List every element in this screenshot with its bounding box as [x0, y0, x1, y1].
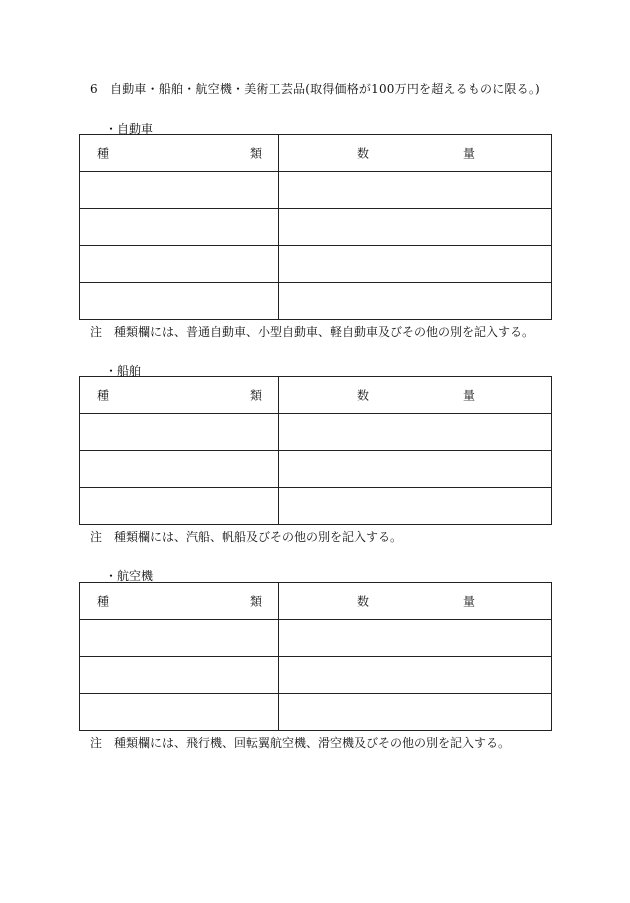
table-header-row: [80, 377, 552, 414]
quantity-cell[interactable]: [279, 451, 552, 488]
header-quantity-char2: 量: [463, 146, 476, 161]
header-quantity: [279, 377, 552, 414]
automobile-note: 注 種類欄には、普通自動車、小型自動車、軽自動車及びその他の別を記入する。: [90, 325, 535, 339]
header-type-char1: 種: [97, 388, 110, 403]
header-type: [80, 135, 279, 172]
type-cell[interactable]: [80, 172, 279, 209]
header-type-char2: 類: [250, 388, 263, 403]
aircraft-table: [79, 582, 552, 731]
quantity-cell[interactable]: [279, 620, 552, 657]
header-type: [80, 377, 279, 414]
table-row: [80, 209, 552, 246]
ship-note: 注 種類欄には、汽船、帆船及びその他の別を記入する。: [90, 530, 403, 544]
section-title-aircraft: ・航空機: [105, 569, 154, 583]
quantity-cell[interactable]: [279, 694, 552, 731]
table-row: [80, 657, 552, 694]
quantity-cell[interactable]: [279, 414, 552, 451]
header-type-char2: 類: [250, 594, 263, 609]
header-quantity-char2: 量: [463, 388, 476, 403]
header-quantity-char1: 数: [357, 388, 370, 403]
table-row: [80, 694, 552, 731]
header-quantity: [279, 135, 552, 172]
type-cell[interactable]: [80, 620, 279, 657]
type-cell[interactable]: [80, 246, 279, 283]
type-cell[interactable]: [80, 694, 279, 731]
table-row: [80, 414, 552, 451]
quantity-cell[interactable]: [279, 172, 552, 209]
type-cell[interactable]: [80, 283, 279, 320]
header-quantity: [279, 583, 552, 620]
type-cell[interactable]: [80, 488, 279, 525]
header-quantity-char1: 数: [357, 146, 370, 161]
header-type-char2: 類: [250, 146, 263, 161]
quantity-cell[interactable]: [279, 283, 552, 320]
header-type-char1: 種: [97, 594, 110, 609]
type-cell[interactable]: [80, 451, 279, 488]
table-row: [80, 283, 552, 320]
table-row: [80, 488, 552, 525]
table-row: [80, 451, 552, 488]
ship-table: [79, 376, 552, 525]
header-quantity-char2: 量: [463, 594, 476, 609]
table-header-row: [80, 583, 552, 620]
automobile-table: [79, 134, 552, 320]
quantity-cell[interactable]: [279, 657, 552, 694]
header-type-char1: 種: [97, 146, 110, 161]
section-title-automobile: ・自動車: [105, 122, 154, 136]
aircraft-note: 注 種類欄には、飛行機、回転翼航空機、滑空機及びその他の別を記入する。: [90, 736, 511, 750]
table-header-row: [80, 135, 552, 172]
header-type: [80, 583, 279, 620]
quantity-cell[interactable]: [279, 488, 552, 525]
table-row: [80, 172, 552, 209]
table-row: [80, 620, 552, 657]
quantity-cell[interactable]: [279, 209, 552, 246]
type-cell[interactable]: [80, 414, 279, 451]
type-cell[interactable]: [80, 657, 279, 694]
header-quantity-char1: 数: [357, 594, 370, 609]
section-heading: 6 自動車・船舶・航空機・美術工芸品(取得価格が100万円を超えるものに限る。): [90, 82, 540, 96]
section-title-ship: ・船舶: [105, 364, 142, 378]
quantity-cell[interactable]: [279, 246, 552, 283]
table-row: [80, 246, 552, 283]
type-cell[interactable]: [80, 209, 279, 246]
